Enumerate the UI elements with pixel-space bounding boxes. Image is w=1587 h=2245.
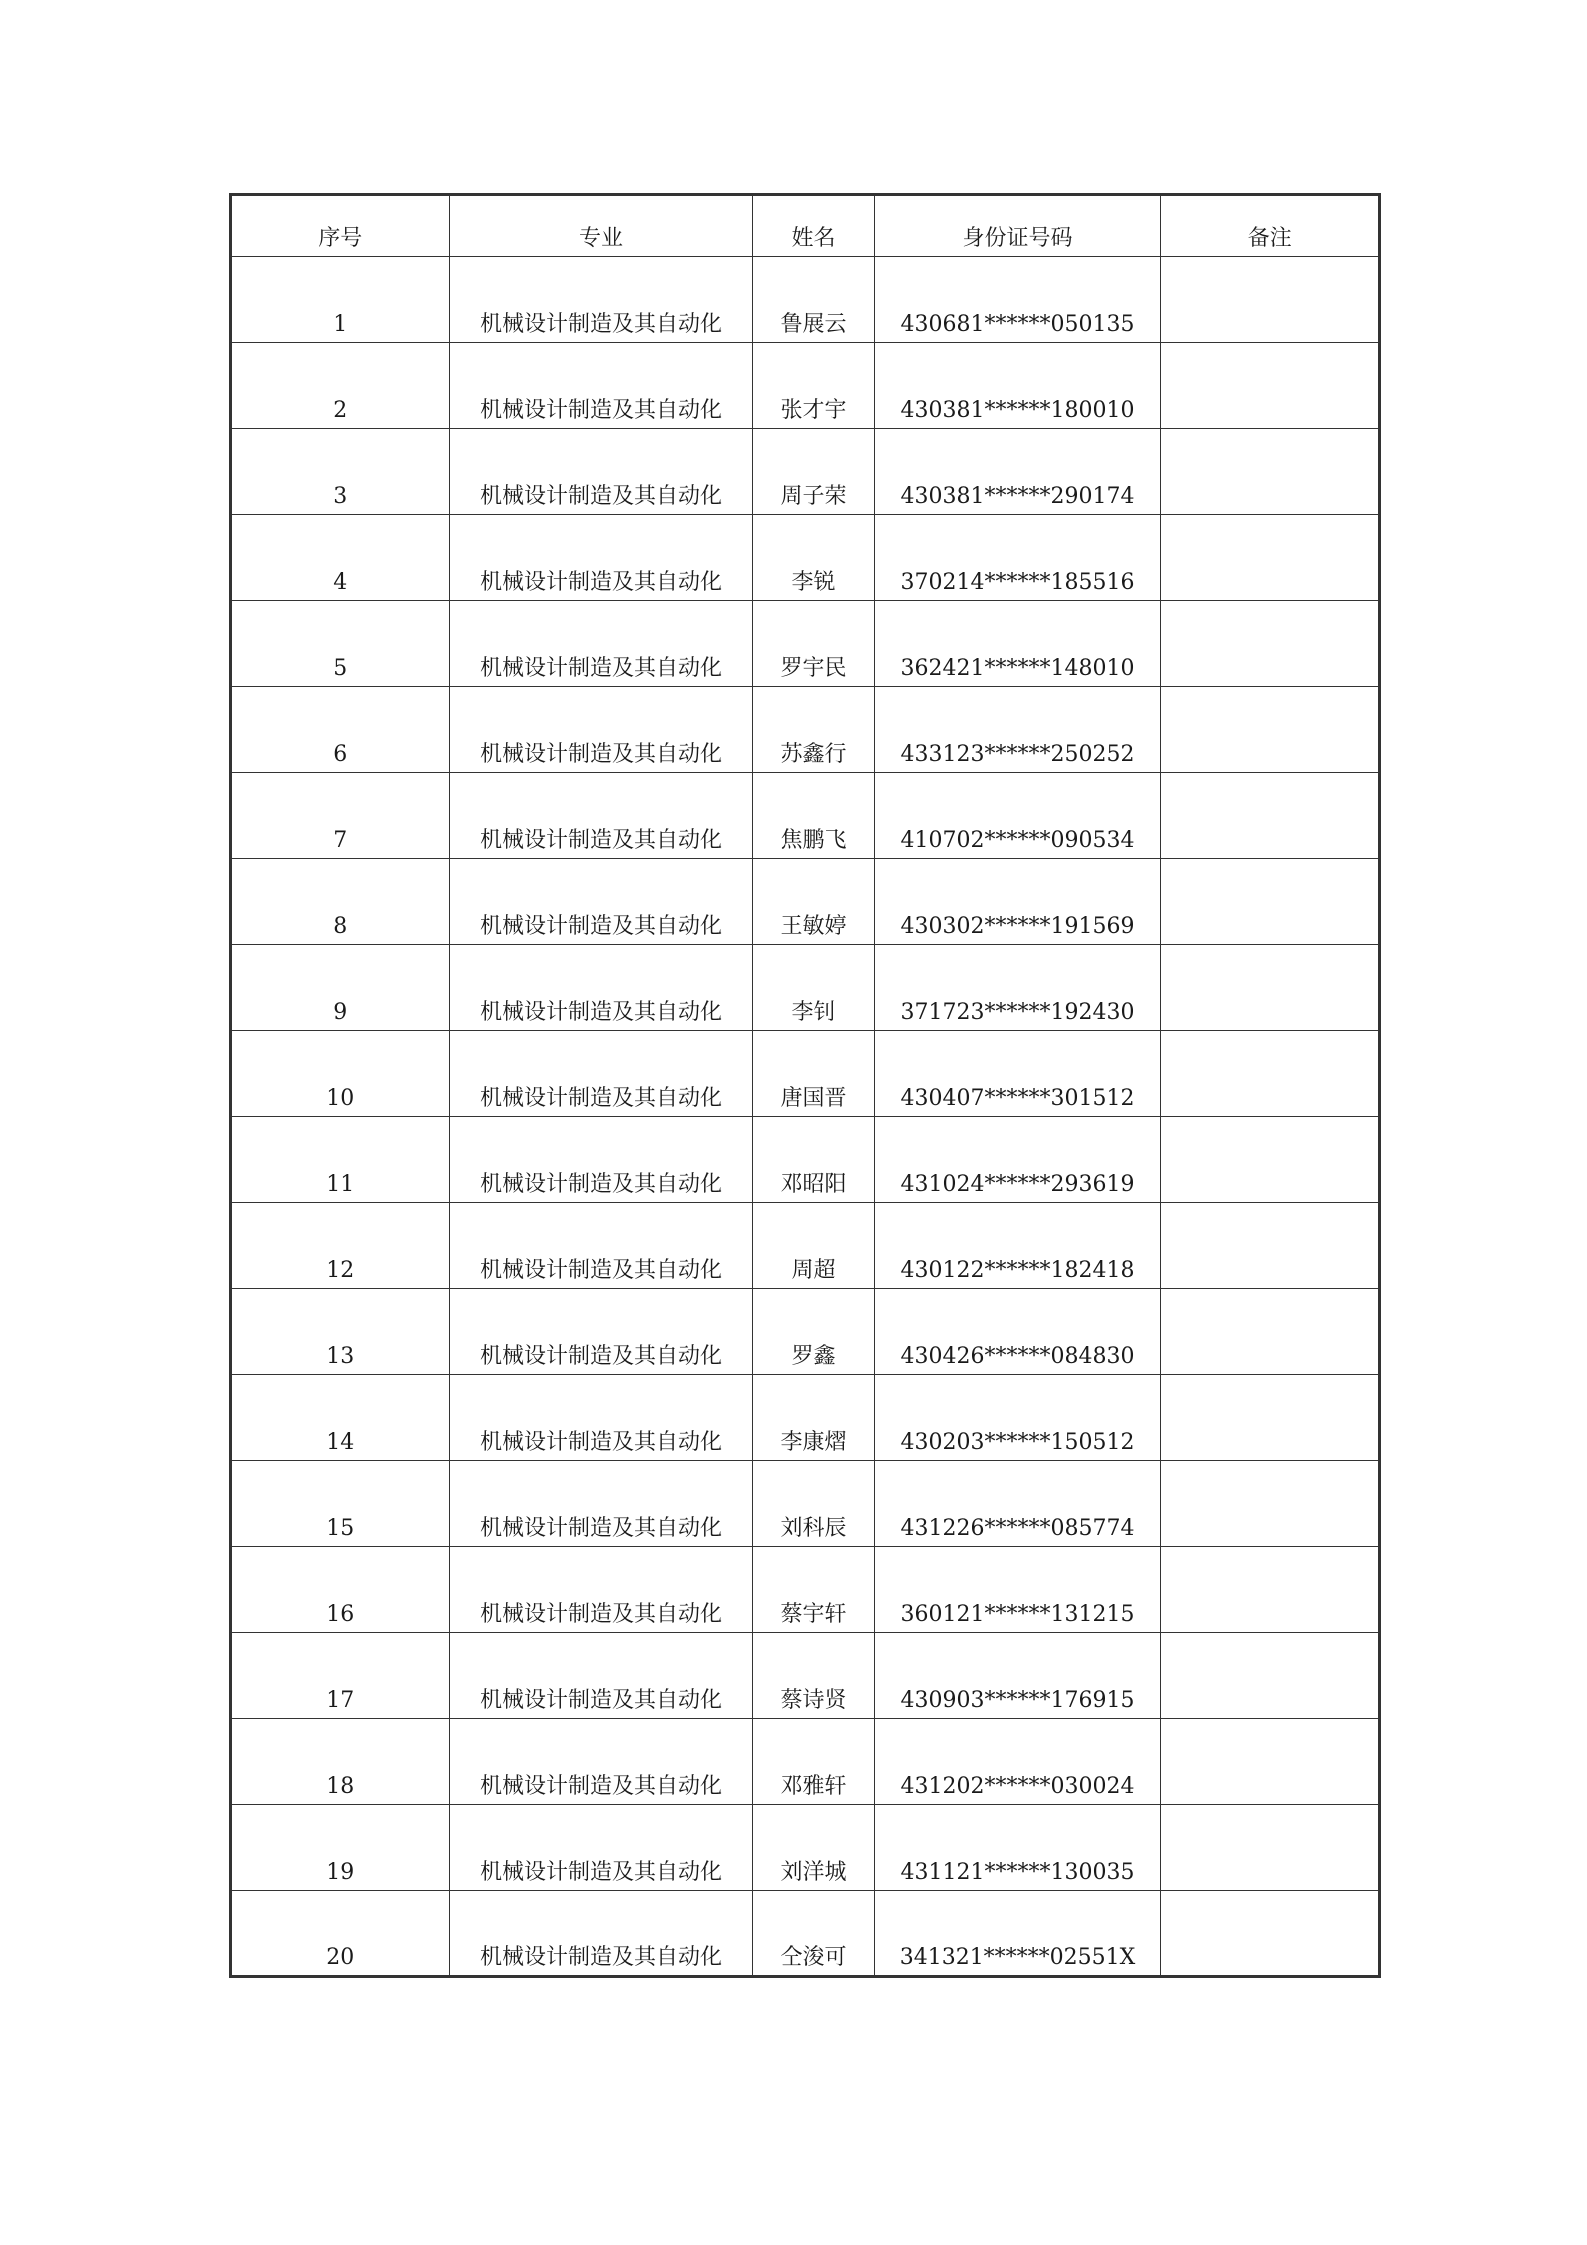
table-row <box>231 1633 1380 1719</box>
table-row <box>231 257 1380 343</box>
cell-id-number: 430302******191569 <box>874 859 1161 945</box>
cell-name: 罗鑫 <box>753 1289 874 1375</box>
cell-major: 机械设计制造及其自动化 <box>449 515 753 601</box>
table-row <box>231 515 1380 601</box>
cell-name: 李钊 <box>753 945 874 1031</box>
cell-major: 机械设计制造及其自动化 <box>449 601 753 687</box>
table-row <box>231 1805 1380 1891</box>
cell-seq: 12 <box>231 1203 450 1289</box>
cell-note <box>1161 687 1380 773</box>
cell-id-number: 341321******02551X <box>874 1891 1161 1977</box>
header-seq: 序号 <box>231 195 450 257</box>
cell-id-number: 433123******250252 <box>874 687 1161 773</box>
table-row <box>231 859 1380 945</box>
table-row <box>231 1031 1380 1117</box>
cell-note <box>1161 515 1380 601</box>
cell-name: 邓昭阳 <box>753 1117 874 1203</box>
cell-name: 唐国晋 <box>753 1031 874 1117</box>
cell-note <box>1161 257 1380 343</box>
table-row <box>231 1375 1380 1461</box>
cell-major: 机械设计制造及其自动化 <box>449 1547 753 1633</box>
cell-note <box>1161 945 1380 1031</box>
cell-name: 刘洋城 <box>753 1805 874 1891</box>
cell-id-number: 430407******301512 <box>874 1031 1161 1117</box>
header-name: 姓名 <box>753 195 874 257</box>
cell-id-number: 430903******176915 <box>874 1633 1161 1719</box>
cell-major: 机械设计制造及其自动化 <box>449 773 753 859</box>
cell-id-number: 360121******131215 <box>874 1547 1161 1633</box>
table-row <box>231 1289 1380 1375</box>
cell-name: 鲁展云 <box>753 257 874 343</box>
cell-major: 机械设计制造及其自动化 <box>449 859 753 945</box>
cell-id-number: 430122******182418 <box>874 1203 1161 1289</box>
cell-major: 机械设计制造及其自动化 <box>449 945 753 1031</box>
cell-note <box>1161 1203 1380 1289</box>
table-row <box>231 429 1380 515</box>
cell-seq: 18 <box>231 1719 450 1805</box>
cell-id-number: 430426******084830 <box>874 1289 1161 1375</box>
table-row <box>231 601 1380 687</box>
cell-name: 刘科辰 <box>753 1461 874 1547</box>
table-row <box>231 1461 1380 1547</box>
cell-major: 机械设计制造及其自动化 <box>449 1289 753 1375</box>
cell-name: 蔡诗贤 <box>753 1633 874 1719</box>
table-row <box>231 1719 1380 1805</box>
header-row <box>231 195 1380 257</box>
cell-seq: 20 <box>231 1891 450 1977</box>
cell-major: 机械设计制造及其自动化 <box>449 1203 753 1289</box>
cell-id-number: 431121******130035 <box>874 1805 1161 1891</box>
table-row <box>231 1203 1380 1289</box>
cell-name: 王敏婷 <box>753 859 874 945</box>
table-body <box>231 257 1380 1977</box>
table-row <box>231 1547 1380 1633</box>
cell-major: 机械设计制造及其自动化 <box>449 1805 753 1891</box>
cell-major: 机械设计制造及其自动化 <box>449 687 753 773</box>
cell-name: 李锐 <box>753 515 874 601</box>
table-row <box>231 945 1380 1031</box>
table-row <box>231 1117 1380 1203</box>
cell-seq: 7 <box>231 773 450 859</box>
cell-major: 机械设计制造及其自动化 <box>449 257 753 343</box>
cell-note <box>1161 1117 1380 1203</box>
cell-seq: 10 <box>231 1031 450 1117</box>
cell-note <box>1161 773 1380 859</box>
cell-seq: 2 <box>231 343 450 429</box>
cell-major: 机械设计制造及其自动化 <box>449 1117 753 1203</box>
cell-name: 苏鑫行 <box>753 687 874 773</box>
cell-major: 机械设计制造及其自动化 <box>449 1633 753 1719</box>
header-id-number: 身份证号码 <box>874 195 1161 257</box>
cell-major: 机械设计制造及其自动化 <box>449 429 753 515</box>
cell-seq: 9 <box>231 945 450 1031</box>
cell-seq: 8 <box>231 859 450 945</box>
table-row <box>231 773 1380 859</box>
cell-id-number: 430381******180010 <box>874 343 1161 429</box>
cell-name: 罗宇民 <box>753 601 874 687</box>
cell-seq: 5 <box>231 601 450 687</box>
cell-id-number: 410702******090534 <box>874 773 1161 859</box>
table-row <box>231 687 1380 773</box>
table-row <box>231 1891 1380 1977</box>
cell-seq: 1 <box>231 257 450 343</box>
cell-major: 机械设计制造及其自动化 <box>449 1891 753 1977</box>
cell-major: 机械设计制造及其自动化 <box>449 343 753 429</box>
cell-note <box>1161 1719 1380 1805</box>
cell-seq: 4 <box>231 515 450 601</box>
cell-id-number: 431024******293619 <box>874 1117 1161 1203</box>
cell-id-number: 430381******290174 <box>874 429 1161 515</box>
cell-id-number: 431226******085774 <box>874 1461 1161 1547</box>
cell-id-number: 362421******148010 <box>874 601 1161 687</box>
cell-major: 机械设计制造及其自动化 <box>449 1031 753 1117</box>
cell-note <box>1161 859 1380 945</box>
cell-seq: 11 <box>231 1117 450 1203</box>
header-note: 备注 <box>1161 195 1380 257</box>
student-list-table <box>229 193 1381 1978</box>
cell-name: 周超 <box>753 1203 874 1289</box>
cell-note <box>1161 1805 1380 1891</box>
cell-note <box>1161 343 1380 429</box>
cell-id-number: 370214******185516 <box>874 515 1161 601</box>
cell-seq: 15 <box>231 1461 450 1547</box>
cell-name: 蔡宇轩 <box>753 1547 874 1633</box>
cell-note <box>1161 601 1380 687</box>
cell-id-number: 430203******150512 <box>874 1375 1161 1461</box>
cell-note <box>1161 1289 1380 1375</box>
cell-name: 李康熠 <box>753 1375 874 1461</box>
cell-seq: 3 <box>231 429 450 515</box>
cell-note <box>1161 1547 1380 1633</box>
table-header <box>231 195 1380 257</box>
cell-major: 机械设计制造及其自动化 <box>449 1375 753 1461</box>
cell-note <box>1161 1375 1380 1461</box>
cell-name: 焦鹏飞 <box>753 773 874 859</box>
header-major: 专业 <box>449 195 753 257</box>
cell-seq: 16 <box>231 1547 450 1633</box>
cell-name: 周子荣 <box>753 429 874 515</box>
cell-id-number: 431202******030024 <box>874 1719 1161 1805</box>
cell-name: 邓雅轩 <box>753 1719 874 1805</box>
cell-note <box>1161 1633 1380 1719</box>
cell-seq: 13 <box>231 1289 450 1375</box>
cell-seq: 19 <box>231 1805 450 1891</box>
cell-seq: 6 <box>231 687 450 773</box>
cell-major: 机械设计制造及其自动化 <box>449 1461 753 1547</box>
cell-id-number: 371723******192430 <box>874 945 1161 1031</box>
cell-seq: 17 <box>231 1633 450 1719</box>
cell-note <box>1161 1461 1380 1547</box>
cell-major: 机械设计制造及其自动化 <box>449 1719 753 1805</box>
cell-note <box>1161 429 1380 515</box>
cell-name: 张才宇 <box>753 343 874 429</box>
cell-note <box>1161 1891 1380 1977</box>
cell-seq: 14 <box>231 1375 450 1461</box>
cell-name: 仝浚可 <box>753 1891 874 1977</box>
cell-note <box>1161 1031 1380 1117</box>
cell-id-number: 430681******050135 <box>874 257 1161 343</box>
table-row <box>231 343 1380 429</box>
